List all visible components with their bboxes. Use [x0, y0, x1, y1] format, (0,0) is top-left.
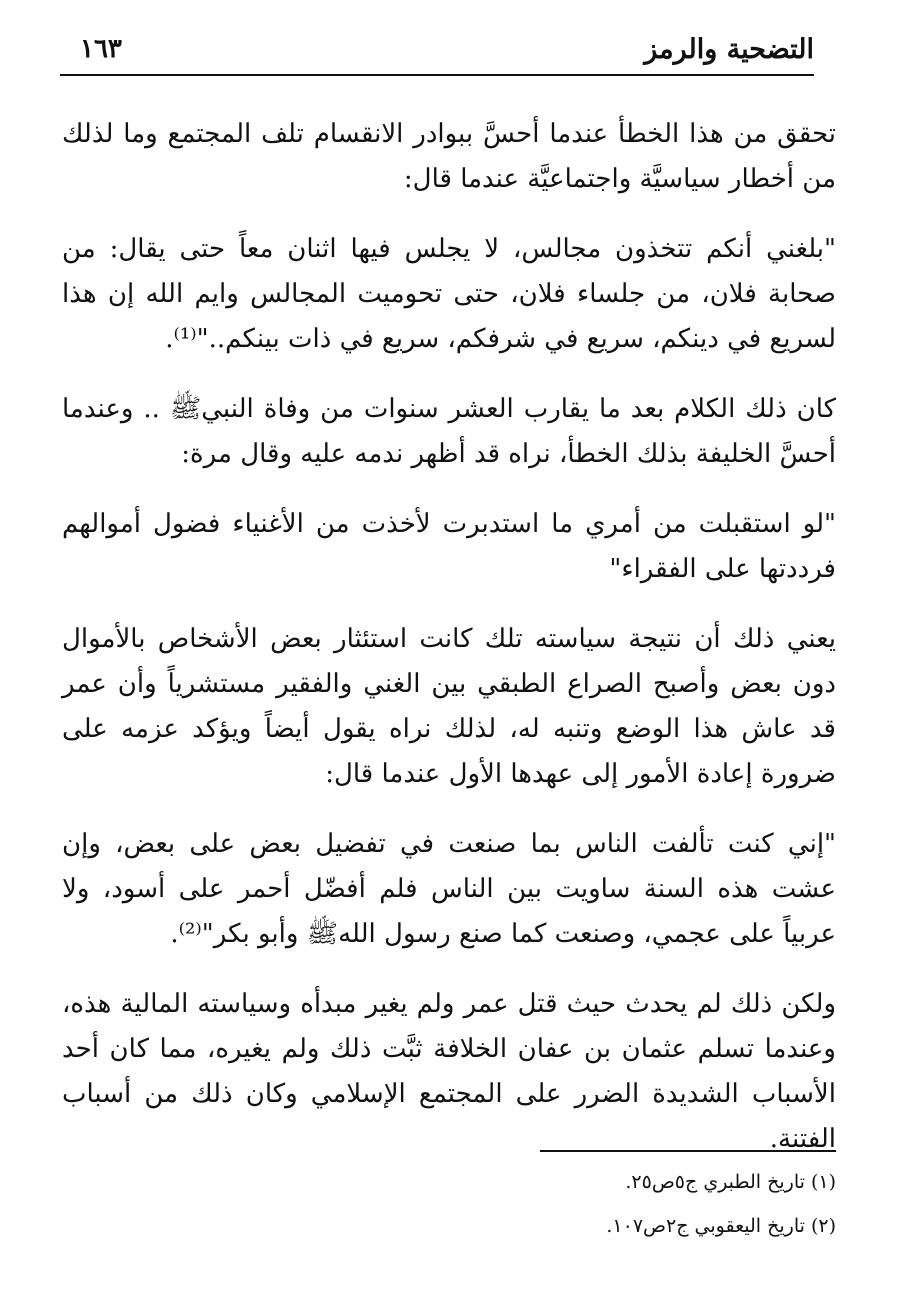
quote-1: "بلغني أنكم تتخذون مجالس، لا يجلس فيها اثنان معاً حتى يقال: من صحابة فلان، من جلساء فلان، حتى تحوميت المجالس وايم الله إن هذا لسريع في دينكم، سريع في شرفكم، سريع في ذات بينكم.."⁽¹⁾. [62, 234, 836, 354]
paragraph-4: ولكن ذلك لم يحدث حيث قتل عمر ولم يغير مبدأه وسياسته المالية هذه، وعندما تسلم عثمان بن عفان الخلافة ثبَّت ذلك ولم يغيره، مما كان أحد الأسباب الشديدة الضرر على المجتمع الإسلامي وكان ذلك من أسباب الفتنة. [62, 989, 836, 1154]
footnote-1: (١) تاريخ الطبري ج٥ص٢٥. [625, 1171, 836, 1193]
paragraph-3: يعني ذلك أن نتيجة سياسته تلك كانت استئثار بعض الأشخاص بالأموال دون بعض وأصبح الصراع الطبقي بين الغني والفقير مستشرياً وأن عمر قد عاش هذا الوضع وتنبه له، لذلك نراه يقول أيضاً ويؤكد عزمه على ضرورة إعادة الأمور إلى عهدها الأول عندما قال: [62, 624, 836, 789]
footnote-2: (٢) تاريخ اليعقوبي ج٢ص١٠٧. [606, 1215, 836, 1237]
footnote-rule [540, 1150, 836, 1152]
paragraph-1: تحقق من هذا الخطأ عندما أحسَّ ببوادر الانقسام تلف المجتمع وما لذلك من أخطار سياسيَّة واجتماعيَّة عندما قال: [62, 119, 836, 194]
page-number: ١٦٣ [80, 34, 122, 64]
page-header [60, 30, 814, 76]
footnotes [62, 1160, 836, 1248]
body-text [62, 112, 836, 1162]
quote-2: "لو استقبلت من أمري ما استدبرت لأخذت من الأغنياء فضول أموالهم فرددتها على الفقراء" [62, 509, 836, 584]
header-rule [60, 74, 814, 76]
running-title: التضحية والرمز [644, 34, 814, 65]
paragraph-2: كان ذلك الكلام بعد ما يقارب العشر سنوات من وفاة النبيﷺ .. وعندما أحسَّ الخليفة بذلك الخطأ، نراه قد أظهر ندمه عليه وقال مرة: [62, 394, 836, 469]
quote-3: "إني كنت تألفت الناس بما صنعت في تفضيل بعض على بعض، وإن عشت هذه السنة ساويت بين الناس فلم أفضّل أحمر على أسود، ولا عربياً على عجمي، وصنعت كما صنع رسول اللهﷺ وأبو بكر"⁽²⁾. [62, 829, 836, 949]
